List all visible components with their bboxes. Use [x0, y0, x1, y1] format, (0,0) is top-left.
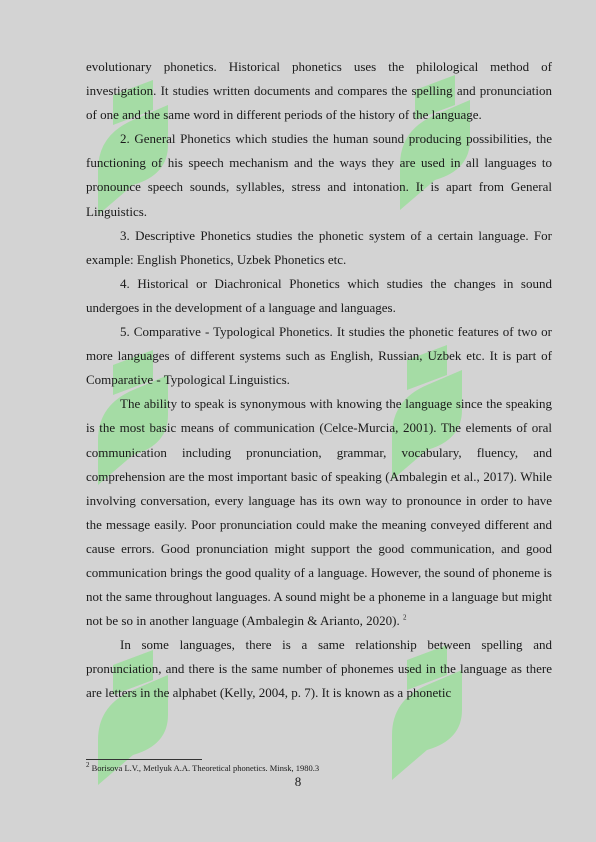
paragraph-4: 4. Historical or Diachronical Phonetics which studies the changes in sound undergoes in the development of a language and languages.	[86, 275, 552, 315]
page-number: 8	[294, 774, 302, 789]
paragraph-6: The ability to speak is synonymous with knowing the language since the speaking is the most basic means of communication (Celce-Murcia, 2001). The elements of oral communication including pronunciation, grammar, vocabulary, fluency, and comprehension are the most important basic of speaking (Ambalegin et al., 2017). While involving conversation, every language has its own way to pronounce in order to have the message easily. Poor pronunciation could make the meaning conveyed different and cause errors. Good pronunciation might support the good communication, and good communication brings the good quality of a language. However, the sound of phoneme is not the same throughout languages. A sound might be a phoneme in a language but might not be so in another language (Ambalegin & Arianto, 2020). $^2$	[86, 396, 552, 629]
footnote-divider	[86, 759, 202, 760]
paragraph-2: 2. General Phonetics which studies the human sound producing possibilities, the functioning of his speech mechanism and the ways they are used in all languages to pronounce speech sounds, syllables, stress and intonation. It is apart from General Linguistics.	[86, 131, 552, 219]
paragraph-7: In some languages, there is a same relationship between spelling and pronunciation, and there is the same number of phonemes used in the language as there are letters in the alphabet (Kelly, 2004, p. 7). It is known as a phonetic	[86, 637, 552, 701]
footnote-marker: 2	[86, 761, 90, 770]
paragraph-1: evolutionary phonetics. Historical phonetics uses the philological method of investigation. It studies written documents and compares the spelling and pronunciation of one and the same word in different periods of the history of the language.	[86, 59, 552, 123]
footnote	[86, 763, 319, 773]
body-text	[86, 55, 552, 706]
footnote-reference[interactable]: 2	[402, 613, 407, 622]
footnote-text: Borisova L.V., Metlyuk A.A. Theoretical phonetics. Minsk, 1980.3	[91, 763, 320, 773]
paragraph-3: 3. Descriptive Phonetics studies the phonetic system of a certain language. For example: English Phonetics, Uzbek Phonetics etc.	[86, 227, 552, 267]
paragraph-5: 5. Comparative - Typological Phonetics. It studies the phonetic features of two or more languages of different systems such as English, Russian, Uzbek etc. It is part of Comparative - Typological Linguistics.	[86, 324, 552, 388]
